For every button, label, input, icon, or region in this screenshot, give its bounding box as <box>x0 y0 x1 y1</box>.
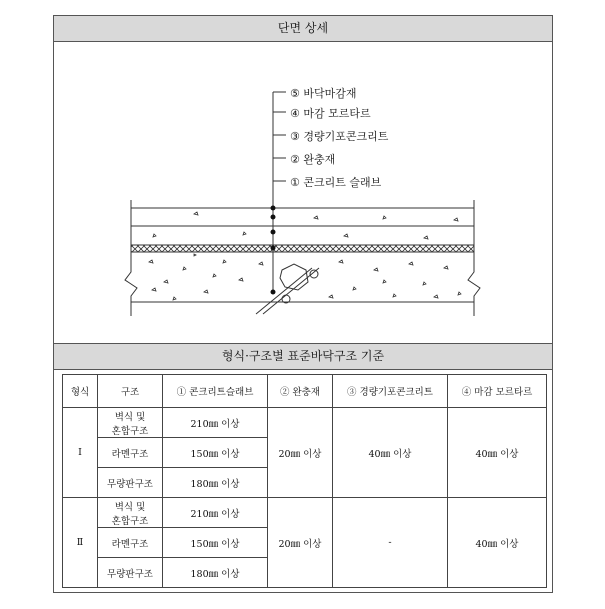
right-break-line <box>468 200 480 316</box>
layer-label-2: ② 완충재 <box>290 153 336 166</box>
section-detail-title: 단면 상세 <box>54 16 552 42</box>
left-break-line <box>125 200 137 316</box>
header-structure: 구조 <box>98 375 163 408</box>
table-header-row <box>63 375 547 408</box>
header-type: 형식 <box>63 375 98 408</box>
structure-cell: 무량판구조 <box>98 558 163 588</box>
floor-section-diagram <box>54 42 552 342</box>
type-cell: Ⅱ <box>63 498 98 588</box>
mortar-cell: 40㎜ 이상 <box>448 408 547 498</box>
slab-cell: 180㎜ 이상 <box>163 558 268 588</box>
table-row <box>63 498 547 528</box>
layer-label-3: ③ 경량기포콘크리트 <box>290 130 389 143</box>
standard-table <box>62 374 547 588</box>
slab-cell: 180㎜ 이상 <box>163 468 268 498</box>
header-slab: ① 콘크리트슬래브 <box>163 375 268 408</box>
mortar-cell: 40㎜ 이상 <box>448 498 547 588</box>
rebar-lines <box>256 268 319 314</box>
structure-cell: 벽식 및 혼합구조 <box>98 498 163 528</box>
leader-ticks <box>273 92 286 181</box>
slab-cell: 210㎜ 이상 <box>163 498 268 528</box>
layer-lines <box>131 208 474 245</box>
buffer-cell: 20㎜ 이상 <box>268 498 333 588</box>
layer-label-4: ④ 마감 모르타르 <box>290 107 371 120</box>
slab-cell: 150㎜ 이상 <box>163 438 268 468</box>
structure-cell: 무량판구조 <box>98 468 163 498</box>
structure-cell: 라멘구조 <box>98 528 163 558</box>
layer-label-1: ① 콘크리트 슬래브 <box>290 176 382 189</box>
header-buffer: ② 완충재 <box>268 375 333 408</box>
type-cell: Ⅰ <box>63 408 98 498</box>
foam-cell: - <box>333 498 448 588</box>
table-row <box>63 408 547 438</box>
foam-cell: 40㎜ 이상 <box>333 408 448 498</box>
slab-cell: 210㎜ 이상 <box>163 408 268 438</box>
header-foam: ③ 경량기포콘크리트 <box>333 375 448 408</box>
slab-cell: 150㎜ 이상 <box>163 528 268 558</box>
standard-title: 형식·구조별 표준바닥구조 기준 <box>54 343 552 370</box>
structure-cell: 벽식 및 혼합구조 <box>98 408 163 438</box>
layer-label-5: ⑤ 바닥마감재 <box>290 87 357 100</box>
structure-cell: 라멘구조 <box>98 438 163 468</box>
aggregates <box>280 264 318 303</box>
header-mortar: ④ 마감 모르타르 <box>448 375 547 408</box>
concrete-specks <box>149 212 461 300</box>
document-frame <box>53 15 553 593</box>
buffer-cell: 20㎜ 이상 <box>268 408 333 498</box>
